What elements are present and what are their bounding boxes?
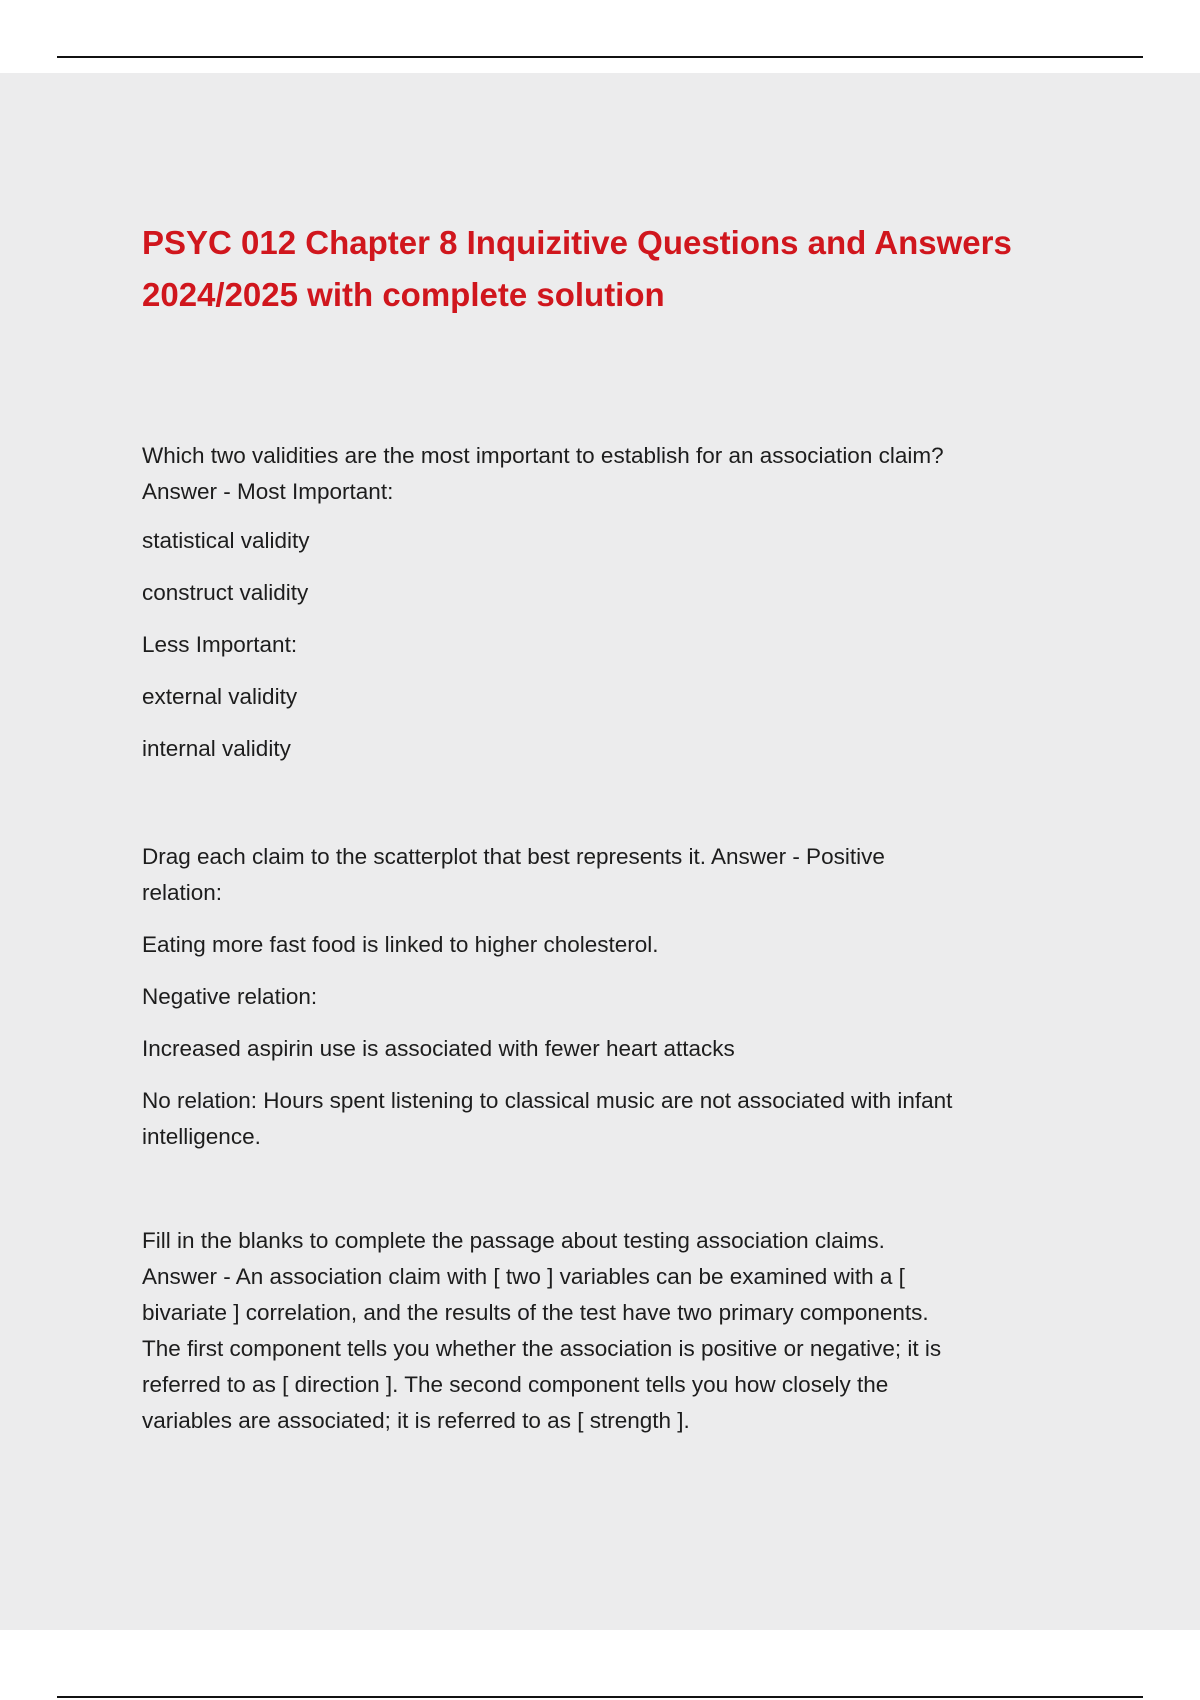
question-2-line-1: Drag each claim to the scatterplot that best represents it. Answer - Positive	[142, 844, 885, 869]
question-3-line: The first component tells you whether the association is positive or negative; it is	[142, 1336, 942, 1361]
answer-2-item: Eating more fast food is linked to higher cholesterol.	[142, 932, 659, 957]
answer-2-item	[142, 1083, 1082, 1155]
question-3-line: referred to as [ direction ]. The second component tells you how closely the	[142, 1372, 889, 1397]
question-1	[142, 438, 1082, 510]
answer-1-item: external validity	[142, 684, 298, 709]
answer-1-item: statistical validity	[142, 528, 310, 553]
question-3-line: Answer - An association claim with [ two ] variables can be examined with a [	[142, 1264, 905, 1289]
document-page	[0, 73, 1200, 1630]
answer-2-item: Increased aspirin use is associated with fewer heart attacks	[142, 1036, 735, 1061]
question-1-line-1: Which two validities are the most important to establish for an association claim?	[142, 443, 944, 468]
question-1-line-2: Answer - Most Important:	[142, 479, 394, 504]
question-3-line: variables are associated; it is referred to as [ strength ].	[142, 1408, 690, 1433]
top-rule	[57, 56, 1143, 58]
question-3-line: Fill in the blanks to complete the passage about testing association claims.	[142, 1228, 885, 1253]
answer-2-last-line-1: No relation: Hours spent listening to classical music are not associated with infant	[142, 1088, 953, 1113]
question-2-line-2: relation:	[142, 880, 223, 905]
document-title	[142, 217, 1082, 321]
answer-1-item: internal validity	[142, 736, 291, 761]
question-2	[142, 839, 1082, 911]
question-3-line: bivariate ] correlation, and the results of the test have two primary components.	[142, 1300, 929, 1325]
answer-2-last-line-2: intelligence.	[142, 1124, 261, 1149]
answer-1-item: Less Important:	[142, 632, 298, 657]
title-line-2: 2024/2025 with complete solution	[142, 276, 665, 313]
answer-2-item: Negative relation:	[142, 984, 318, 1009]
question-3	[142, 1223, 1082, 1439]
bottom-rule	[57, 1696, 1143, 1698]
title-line-1: PSYC 012 Chapter 8 Inquizitive Questions and Answers	[142, 224, 1012, 261]
answer-1-item: construct validity	[142, 580, 309, 605]
